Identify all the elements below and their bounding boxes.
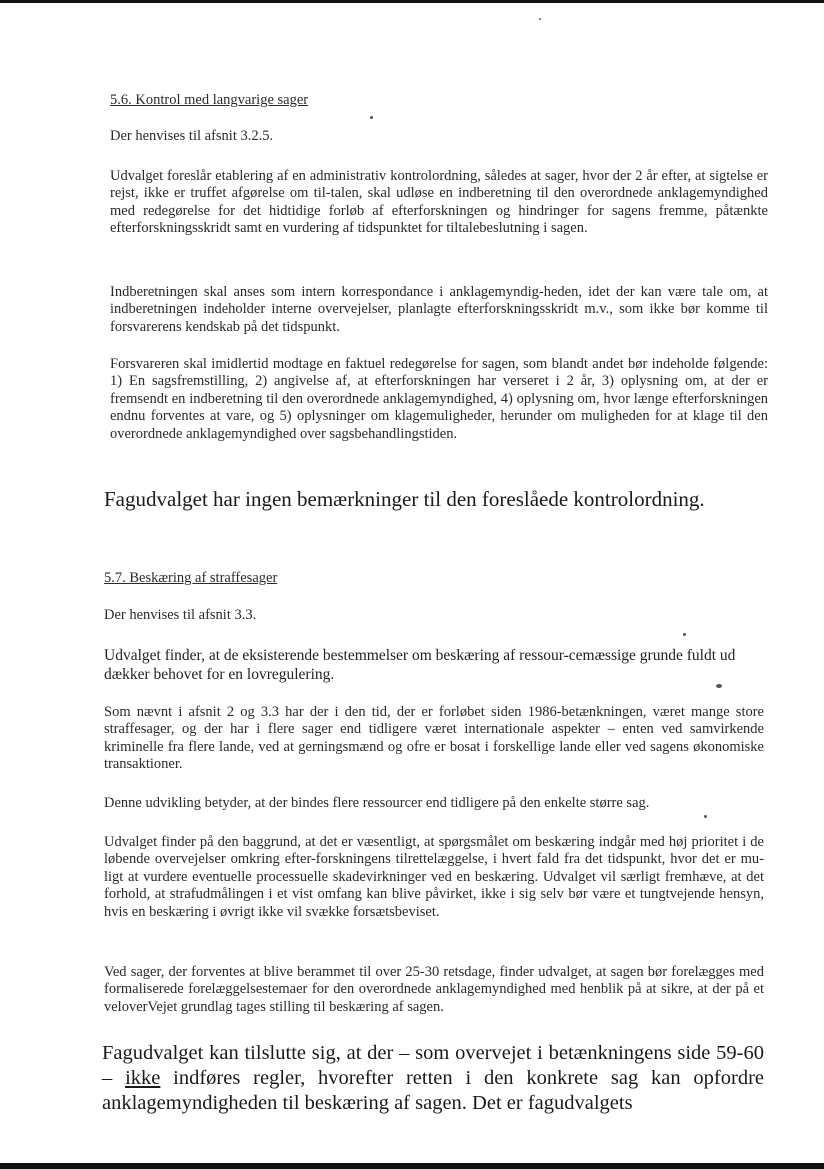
scan-speck (704, 815, 707, 818)
scan-speck (716, 684, 722, 688)
bottom-border (0, 1163, 824, 1169)
paragraph: Som nævnt i afsnit 2 og 3.3 har der i den tid, der er forløbet siden 1986-betænkningen, været mange store straffesager, og der har i flere sager end tidligere været internationale aspekter – enten ved samvirkende kriminelle fra flere lande, ved at gerningsmænd og ofre er bosat i forskellige lande eller ved sagens økonomiske transaktioner. (104, 704, 764, 773)
paragraph: Udvalget finder på den baggrund, at det er væsentligt, at spørgsmålet om beskæring indgår med høj prioritet i de løbende overvejelser omkring efter-forskningens tilrettelæggelse, i hvert fald fra det tidspunkt, hvor det er mu-ligt at vurdere eventuelle processuelle skadevirkninger ved en beskæring. Udvalget vil særligt fremhæve, at det forhold, at strafudmålingen i et vist omfang kan blive påvirket, ikke i sig selv bør være et tungtvejende hensyn, hvis en beskæring i øvrigt ikke vil svække forsætsbeviset. (104, 834, 764, 920)
paragraph: Udvalget finder, at de eksisterende bestemmelser om beskæring af ressour-cemæssige grunde fuldt ud dækker behovet for en lovregulering. (104, 647, 736, 683)
section-reference: Der henvises til afsnit 3.2.5. (110, 128, 274, 144)
scan-speck (683, 633, 686, 636)
paragraph: Denne udvikling betyder, at der bindes flere ressourcer end tidligere på den enkelte større sag. (104, 795, 650, 811)
section-heading-5-6: 5.6. Kontrol med langvarige sager (110, 92, 309, 108)
comment-text: indføres regler, hvorefter retten i den konkrete sag kan opfordre anklagemyndigheden til beskæring af sagen. Det er fagudvalgets (102, 1067, 764, 1114)
paragraph: Forsvareren skal imidlertid modtage en faktuel redegørelse for sagen, som blandt andet bør indeholde følgende: 1) En sagsfremstilling, 2) angivelse af, at efterforskningen har verseret i 2 år, 3) oplysning om, at der er fremsendt en indberetning til den overordnede anklagemyndighed, 4) oplysning om, hvor længe efterforskningen endnu forventes at vare, og 5) oplysninger om klagemuligheder, herunder om muligheden for at klage til den overordnede anklagemyndighed over sagsbehandlingstiden. (110, 356, 768, 442)
paragraph: Udvalget foreslår etablering af en administrativ kontrolordning, således at sager, hvor der 2 år efter, at sigtelse er rejst, ikke er truffet afgørelse om til-talen, skal udløse en indberetning til den overordnede anklagemyndighed med redegørelse for det hidtidige forløb af efterforskningen og hindringer for sagens fremme, påtænkte efterforskningsskridt samt en vurdering af tidspunktet for tiltalebeslutning i sagen. (110, 168, 768, 237)
scan-speck (539, 18, 541, 20)
section-reference: Der henvises til afsnit 3.3. (104, 607, 257, 623)
top-border (0, 0, 824, 3)
committee-comment: Fagudvalget har ingen bemærkninger til den foreslåede kontrolordning. (104, 487, 705, 511)
paragraph: Indberetningen skal anses som intern korrespondance i anklagemyndig-heden, idet der kan være tale om, at indberetningen indeholder interne overvejelser, planlagte efterforskningsskridt m.v., som ikke bør komme til forsvarerens kendskab på det tidspunkt. (110, 284, 768, 335)
comment-text: Fagudvalget kan tilslutte sig, at der – som overvejet i betænkningens side 59-60 – (102, 1042, 764, 1089)
comment-emphasis: ikke (125, 1067, 161, 1089)
paragraph: Ved sager, der forventes at blive berammet til over 25-30 retsdage, finder udvalget, at sagen bør forelægges med formaliserede forelæggelsestemaer for den overordnede anklagemyndighed med henblik på at sikre, at der på et veloverVejet grundlag tages stilling til beskæring af sagen. (104, 964, 764, 1015)
committee-comment (102, 1041, 764, 1116)
section-heading-5-7: 5.7. Beskæring af straffesager (104, 570, 278, 586)
scan-speck (370, 116, 373, 119)
